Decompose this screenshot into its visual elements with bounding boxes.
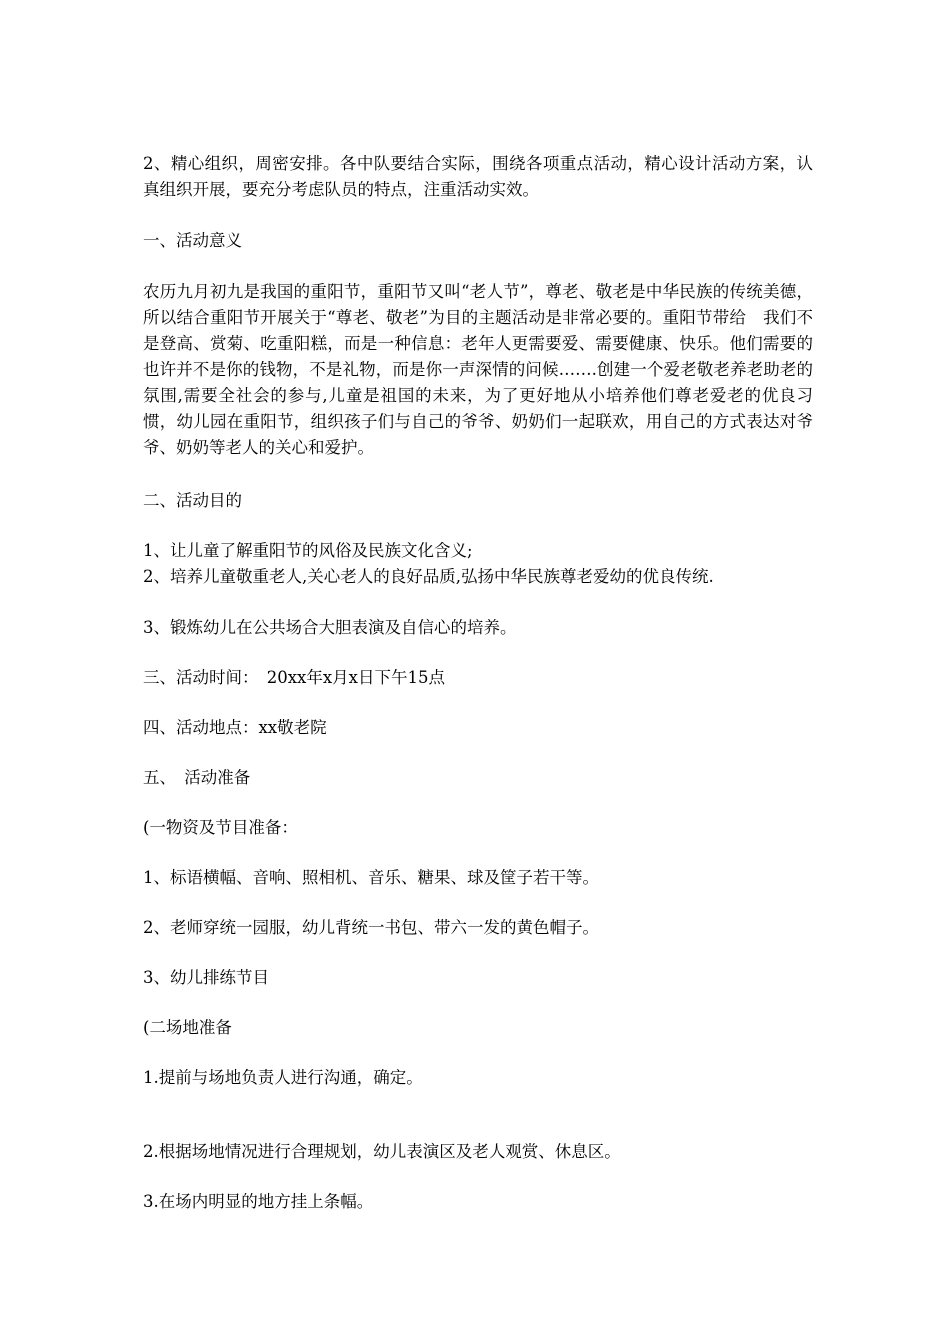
heading-time: 三、活动时间： 20xx年x月x日下午15点 — [143, 668, 445, 687]
venue-item-1: 1.提前与场地负责人进行沟通，确定。 — [143, 1068, 423, 1087]
heading-significance: 一、活动意义 — [143, 231, 242, 250]
purpose-item-3: 3、锻炼幼儿在公共场合大胆表演及自信心的培养。 — [143, 618, 517, 637]
heading-preparation: 五、 活动准备 — [143, 768, 251, 787]
subheading-materials: (一物资及节目准备： — [143, 818, 298, 837]
paragraph-significance: 农历九月初九是我国的重阳节，重阳节又叫“老人节”，尊老、敬老是中华民族的传统美德，所以结合重阳节开展关于“尊老、敬老”为目的主题活动是非常必要的。重阳节带给 我们不是登高、赏菊、吃重阳糕，而是一种信息：老年人更需要爱、需要健康、快乐。他们需要的也许并不是你的钱物，不是礼物，而是你一声深情的问候…….创建一个爱老敬老养老助老的氛围,需要全社会的参与,儿童是祖国的未来，为了更好地从小培养他们尊老爱老的优良习惯，幼儿园在重阳节，组织孩子们与自己的爷爷、奶奶们一起联欢，用自己的方式表达对爷爷、奶奶等老人的关心和爱护。 — [143, 282, 813, 457]
document-page — [143, 151, 813, 1215]
materials-item-1: 1、标语横幅、音响、照相机、音乐、糖果、球及筐子若干等。 — [143, 868, 599, 887]
subheading-venue: (二场地准备 — [143, 1018, 232, 1037]
paragraph-organize: 2、精心组织，周密安排。各中队要结合实际，围绕各项重点活动，精心设计活动方案，认真组织开展，要充分考虑队员的特点，注重活动实效。 — [143, 154, 813, 199]
materials-item-3: 3、幼儿排练节目 — [143, 968, 269, 987]
purpose-item-2: 2、培养儿童敬重老人,关心老人的良好品质,弘扬中华民族尊老爱幼的优良传统. — [143, 567, 714, 586]
heading-location: 四、活动地点：xx敬老院 — [143, 718, 327, 737]
materials-item-2: 2、老师穿统一园服，幼儿背统一书包、带六一发的黄色帽子。 — [143, 918, 599, 937]
venue-item-2: 2.根据场地情况进行合理规划，幼儿表演区及老人观赏、休息区。 — [143, 1142, 621, 1161]
venue-item-3: 3.在场内明显的地方挂上条幅。 — [143, 1192, 374, 1211]
purpose-item-1: 1、让儿童了解重阳节的风俗及民族文化含义; — [143, 541, 473, 560]
heading-purpose: 二、活动目的 — [143, 491, 242, 510]
